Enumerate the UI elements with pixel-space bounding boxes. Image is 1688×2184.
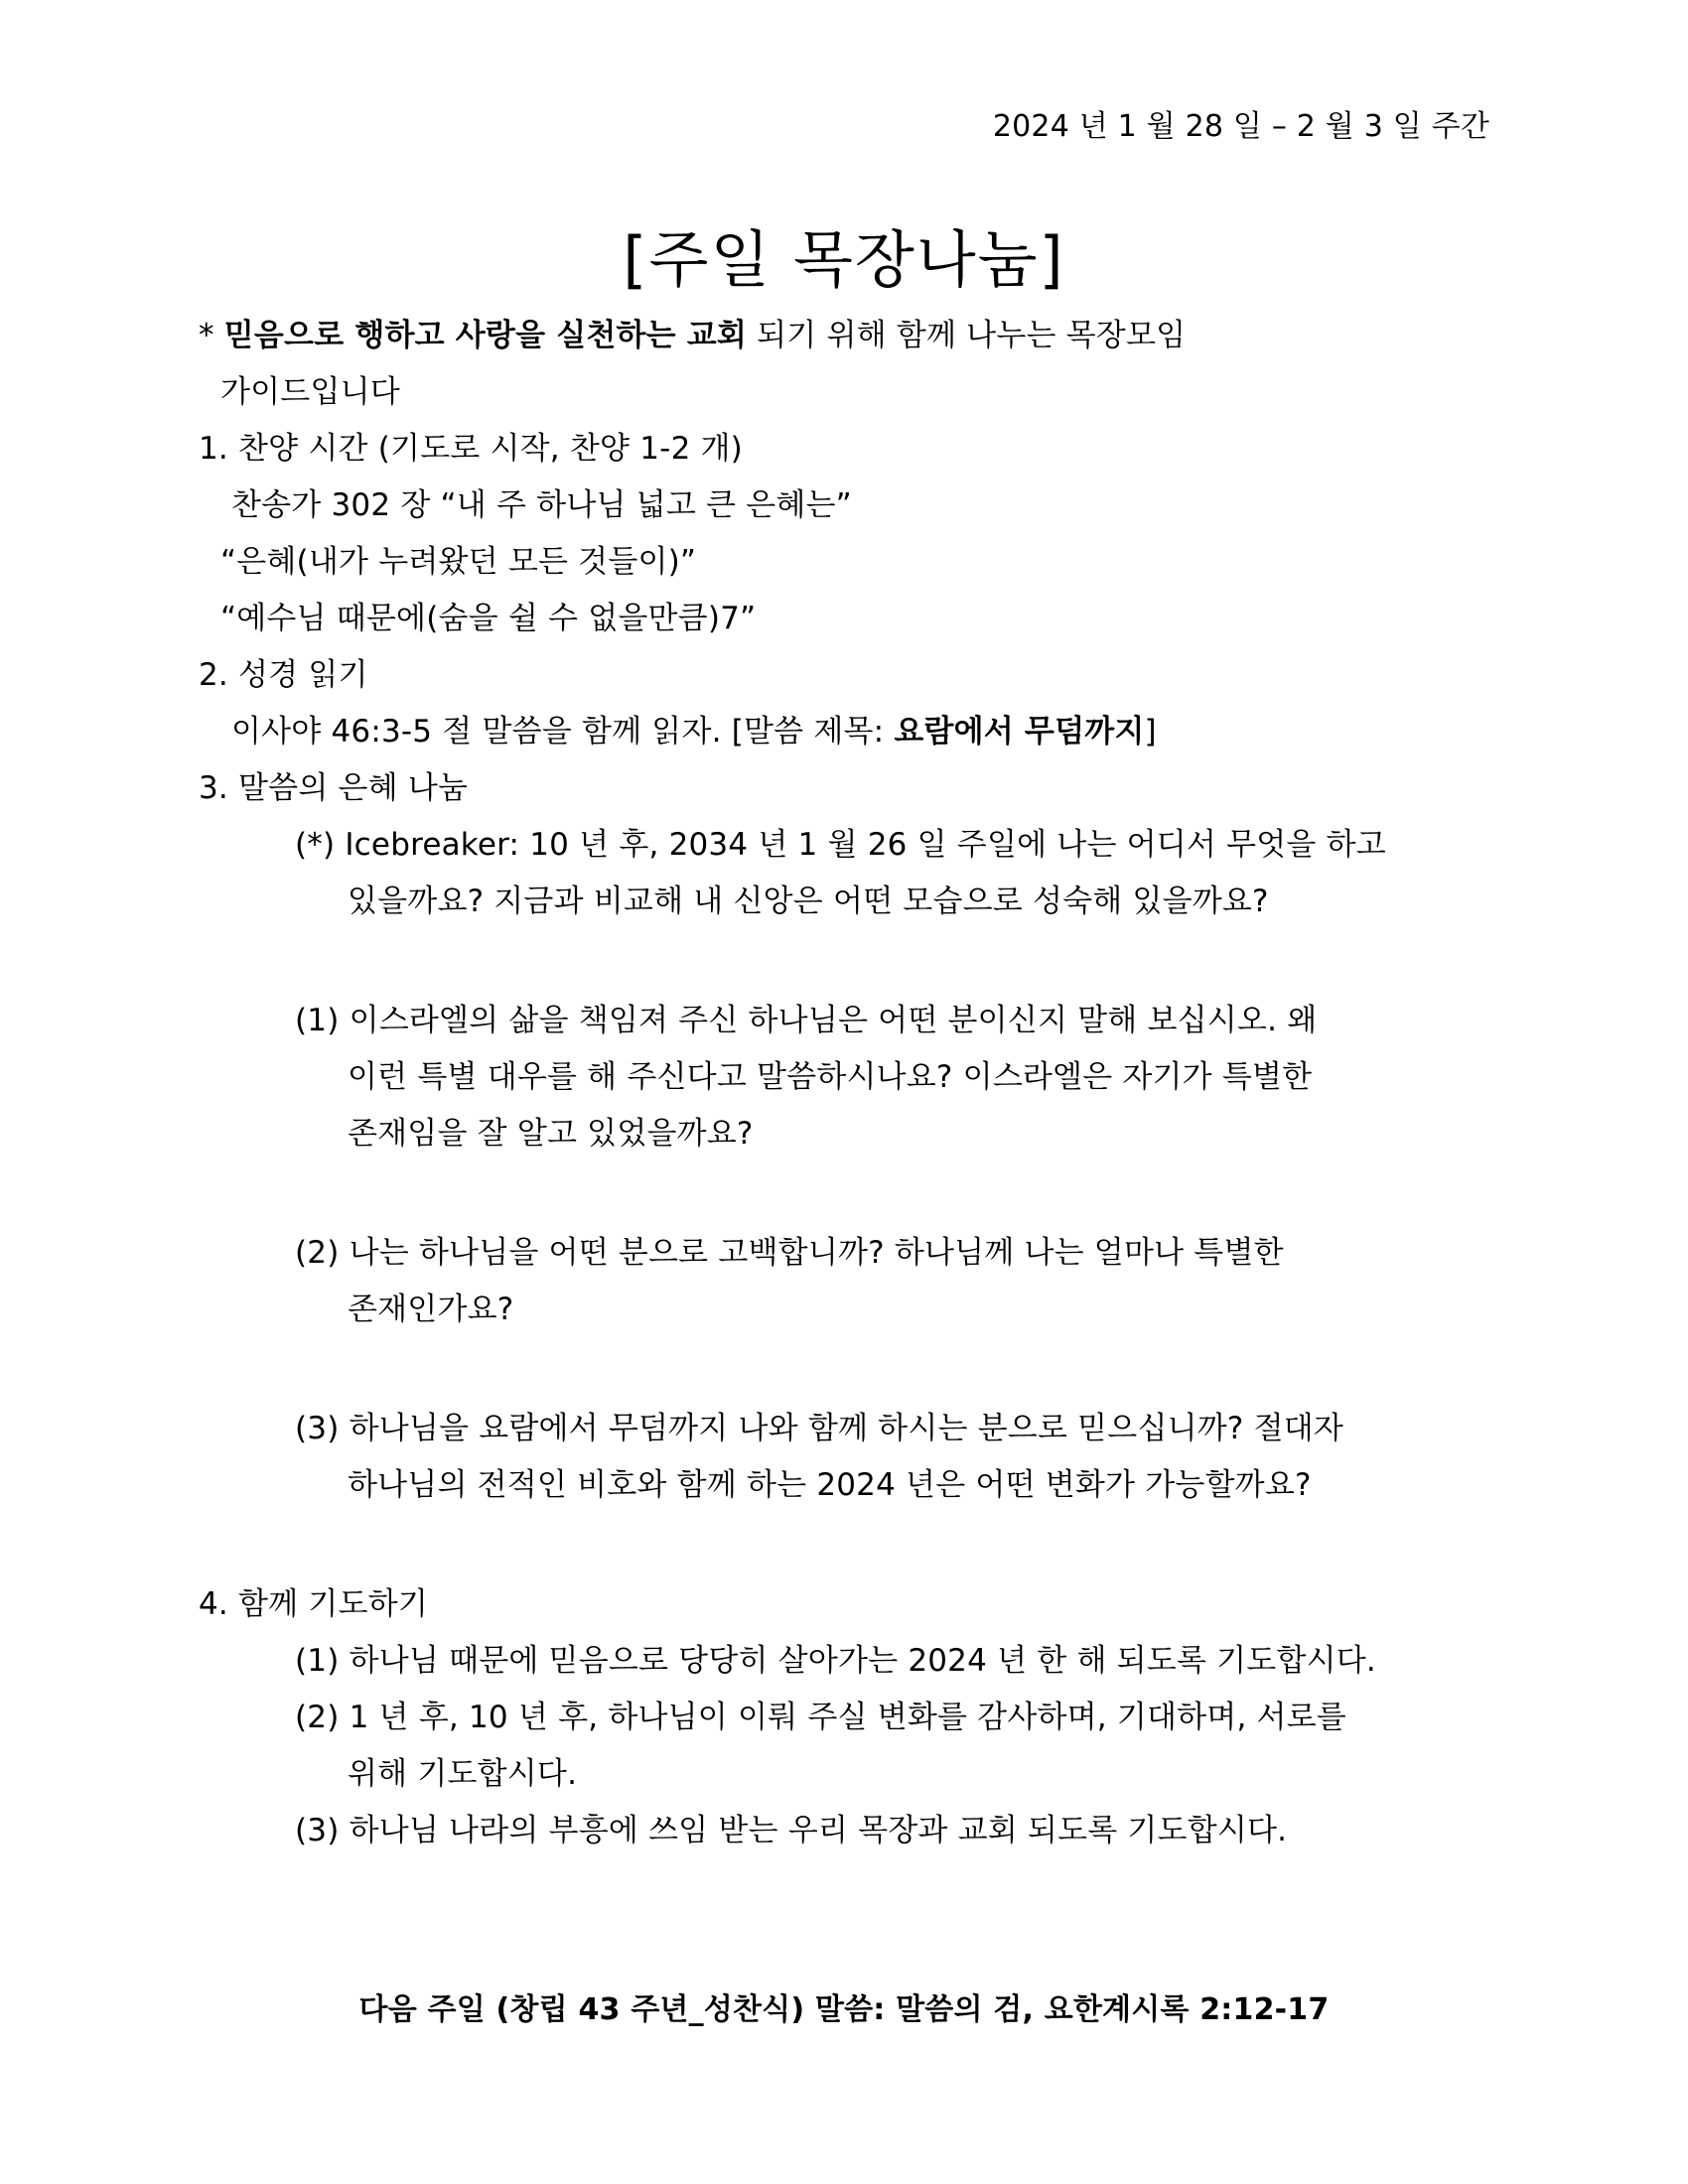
sermon-title: 요람에서 무덤까지 (894, 714, 1145, 750)
scripture-reading (231, 712, 1157, 751)
song-2: “은혜(내가 누려왔던 모든 것들이)” (220, 544, 697, 580)
question-2-line-1: (2) 나는 하나님을 어떤 분으로 고백합니까? 하나님께 나는 얼마나 특별한 (295, 1235, 1284, 1271)
section-1-heading: 1. 찬양 시간 (기도로 시작, 찬양 1-2 개) (199, 431, 743, 467)
prayer-2-line-1: (2) 1 년 후, 10 년 후, 하나님이 이뤄 주실 변화를 감사하며, 기대하며, 서로를 (295, 1700, 1346, 1735)
icebreaker-line-2: 있을까요? 지금과 비교해 내 신앙은 어떤 모습으로 성숙해 있을까요? (348, 884, 1269, 919)
scripture-close: ] (1144, 714, 1157, 750)
section-3-heading: 3. 말씀의 은혜 나눔 (199, 770, 469, 806)
intro-bold-text: 믿음으로 행하고 사랑을 실천하는 교회 (223, 318, 748, 353)
scripture-text: 이사야 46:3-5 절 말씀을 함께 읽자. [말씀 제목: (231, 714, 895, 750)
prayer-1: (1) 하나님 때문에 믿음으로 당당히 살아가는 2024 년 한 해 되도록 기도합시다. (295, 1643, 1376, 1679)
date-range: 2024 년 1 월 28 일 – 2 월 3 일 주간 (992, 109, 1489, 144)
question-1-line-2: 이런 특별 대우를 해 주신다고 말씀하시나요? 이스라엘은 자기가 특별한 (348, 1059, 1313, 1095)
section-4-heading: 4. 함께 기도하기 (199, 1586, 428, 1622)
next-week-notice: 다음 주일 (창립 43 주년_성찬식) 말씀: 말씀의 검, 요한계시록 2:12-17 (358, 1992, 1330, 2027)
question-2-line-2: 존재인가요? (348, 1292, 514, 1327)
page-title: [주일 목장나눔] (623, 223, 1065, 296)
question-3-line-2: 하나님의 전적인 비호와 함께 하는 2024 년은 어떤 변화가 가능할까요? (348, 1467, 1312, 1503)
prayer-2-line-2: 위해 기도합시다. (348, 1756, 578, 1792)
section-2-heading: 2. 성경 읽기 (199, 657, 368, 693)
song-1: 찬송가 302 장 “내 주 하나님 넓고 큰 은혜는” (231, 487, 852, 523)
icebreaker-line-1: (*) Icebreaker: 10 년 후, 2034 년 1 월 26 일 주일에 나는 어디서 무엇을 하고 (295, 827, 1386, 863)
intro-line-1 (199, 316, 1186, 355)
prayer-3: (3) 하나님 나라의 부흥에 쓰임 받는 우리 목장과 교회 되도록 기도합시다. (295, 1813, 1288, 1848)
question-1-line-3: 존재임을 잘 알고 있었을까요? (348, 1116, 754, 1152)
intro-star: * (199, 318, 224, 353)
question-3-line-1: (3) 하나님을 요람에서 무덤까지 나와 함께 하시는 분으로 믿으십니까? 절대자 (295, 1411, 1344, 1446)
intro-line-2: 가이드입니다 (220, 374, 400, 410)
song-3: “예수님 때문에(숨을 쉴 수 없을만큼)7” (220, 601, 757, 636)
question-1-line-1: (1) 이스라엘의 삶을 책임져 주신 하나님은 어떤 분이신지 말해 보십시오. 왜 (295, 1003, 1318, 1038)
intro-rest-text: 되기 위해 함께 나누는 목장모임 (747, 318, 1187, 353)
